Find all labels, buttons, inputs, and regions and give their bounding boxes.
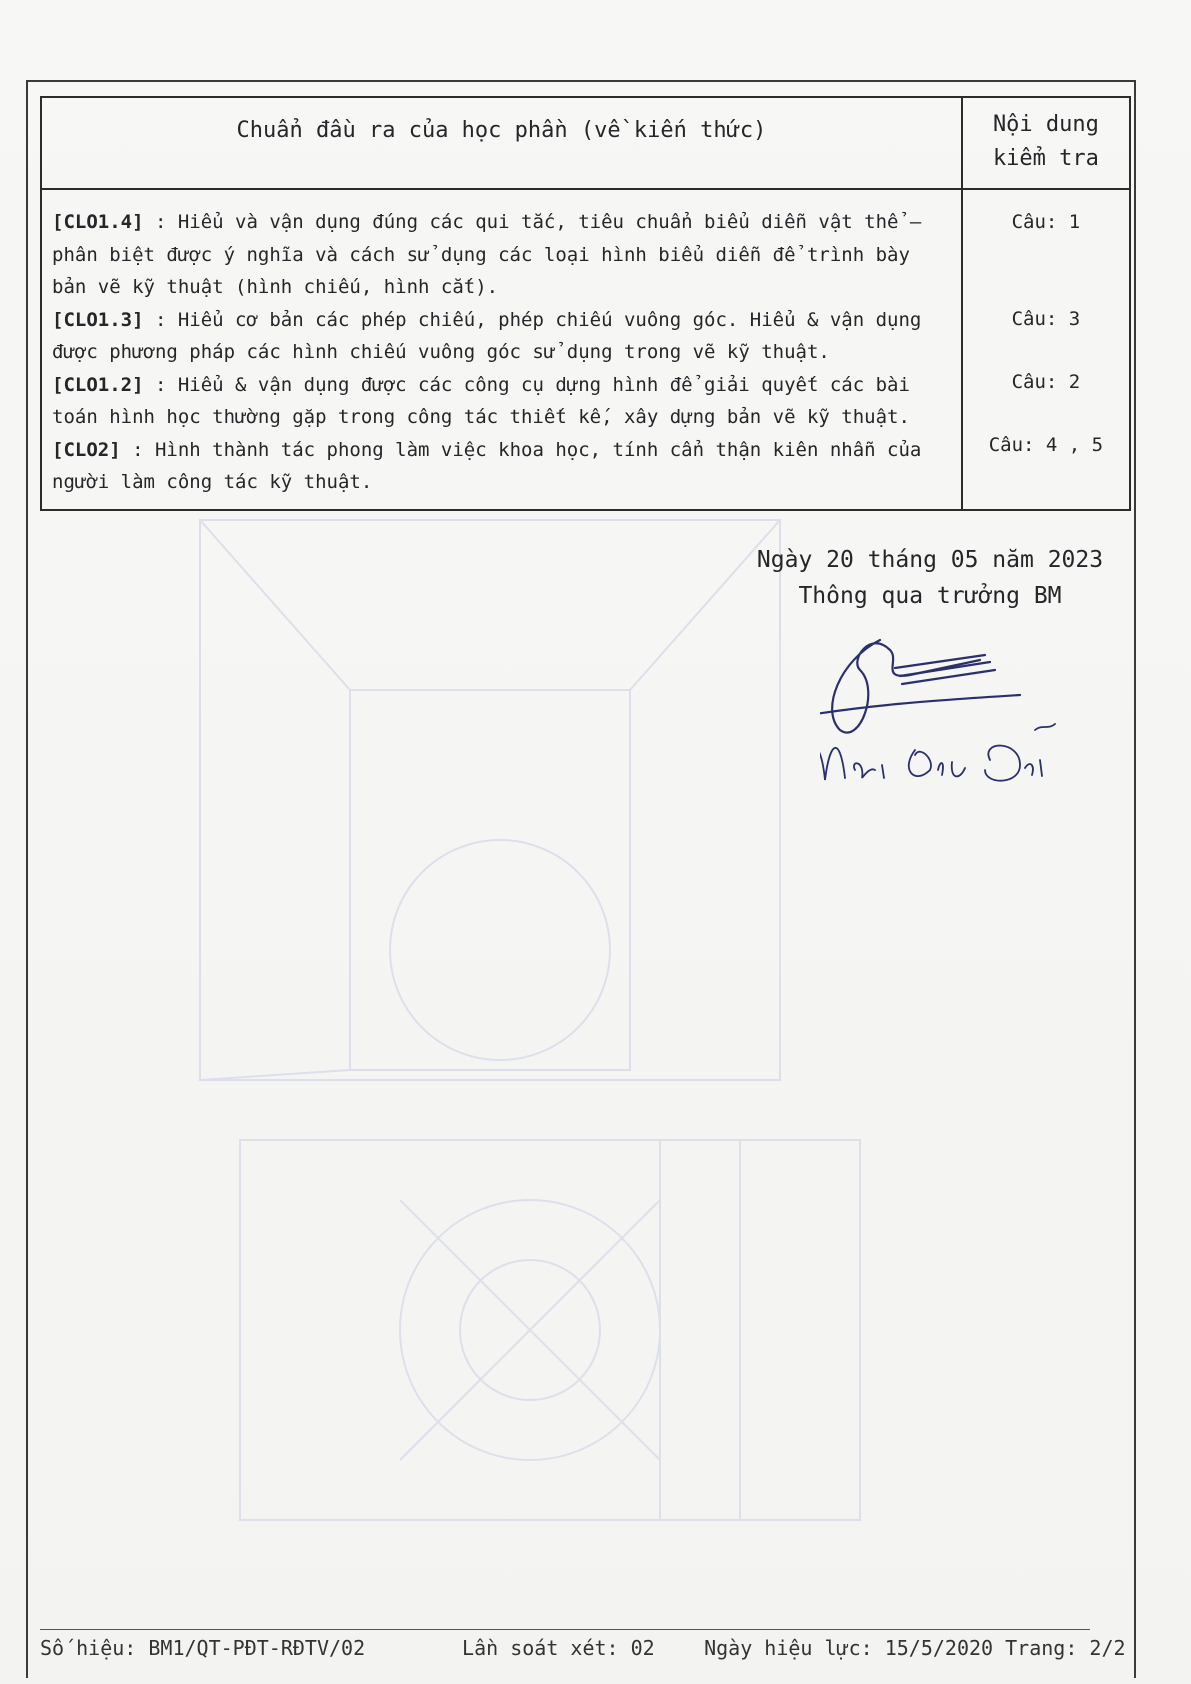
approval-date: Ngày 20 tháng 05 năm 2023 (756, 547, 1104, 573)
outcomes-cell (41, 189, 962, 510)
clo-text: : Hiểu & vận dụng được các công cụ dựng hình để giải quyết các bài toán hình học thường gặp trong công tác thiết kế, xây dựng bản vẽ kỹ thuật. (52, 373, 910, 428)
clo-code: [CLO2] (52, 438, 121, 461)
clo-text: : Hiểu và vận dụng đúng các qui tắc, tiêu chuẩn biểu diễn vật thể – phân biệt được ý nghĩa và cách sử dụng các loại hình biểu diễn để trình bày bản vẽ kỹ thuật (hình chiếu, hình cắt). (52, 211, 922, 298)
clo-item (52, 369, 953, 434)
clo-text: : Hiểu cơ bản các phép chiếu, phép chiếu vuông góc. Hiểu & vận dụng được phương pháp các hình chiếu vuông góc sử dụng trong vẽ kỹ thuật. (52, 308, 922, 363)
questions-cell (962, 189, 1130, 510)
header-content (962, 97, 1130, 189)
approval-block (740, 542, 1120, 614)
question-ref: Câu: 4 , 5 (988, 434, 1104, 456)
clo-code: [CLO1.3] (52, 308, 144, 331)
clo-code: [CLO1.2] (52, 373, 144, 396)
clo-item (52, 304, 953, 369)
footer-revision: Lần soát xét: 02 (462, 1636, 655, 1660)
question-ref: Câu: 1 (1011, 211, 1081, 233)
footer-effective: Ngày hiệu lực: 15/5/2020 Trang: 2/2 (704, 1636, 1126, 1660)
footer-divider (40, 1629, 1090, 1630)
header-content-line2: kiểm tra (992, 146, 1099, 171)
approval-role: Thông qua trưởng BM (798, 583, 1062, 609)
header-content-line1: Nội dung (992, 112, 1099, 137)
table-body-row (41, 189, 1130, 510)
clo-item (52, 206, 953, 304)
learning-outcomes-table (40, 96, 1131, 511)
clo-item (52, 434, 953, 499)
clo-code: [CLO1.4] (52, 211, 144, 233)
table-header-row (41, 97, 1130, 189)
question-ref: Câu: 2 (1011, 371, 1081, 393)
footer-code: Số hiệu: BM1/QT-PĐT-RĐTV/02 (40, 1636, 366, 1660)
signature-image (820, 620, 1120, 820)
page-footer (40, 1636, 1126, 1660)
clo-text: : Hình thành tác phong làm việc khoa học, tính cẩn thận kiên nhẫn của người làm công tác kỹ thuật. (52, 438, 922, 493)
question-ref: Câu: 3 (1011, 308, 1081, 330)
header-outcomes: Chuẩn đầu ra của học phần (về kiến thức) (41, 97, 962, 189)
